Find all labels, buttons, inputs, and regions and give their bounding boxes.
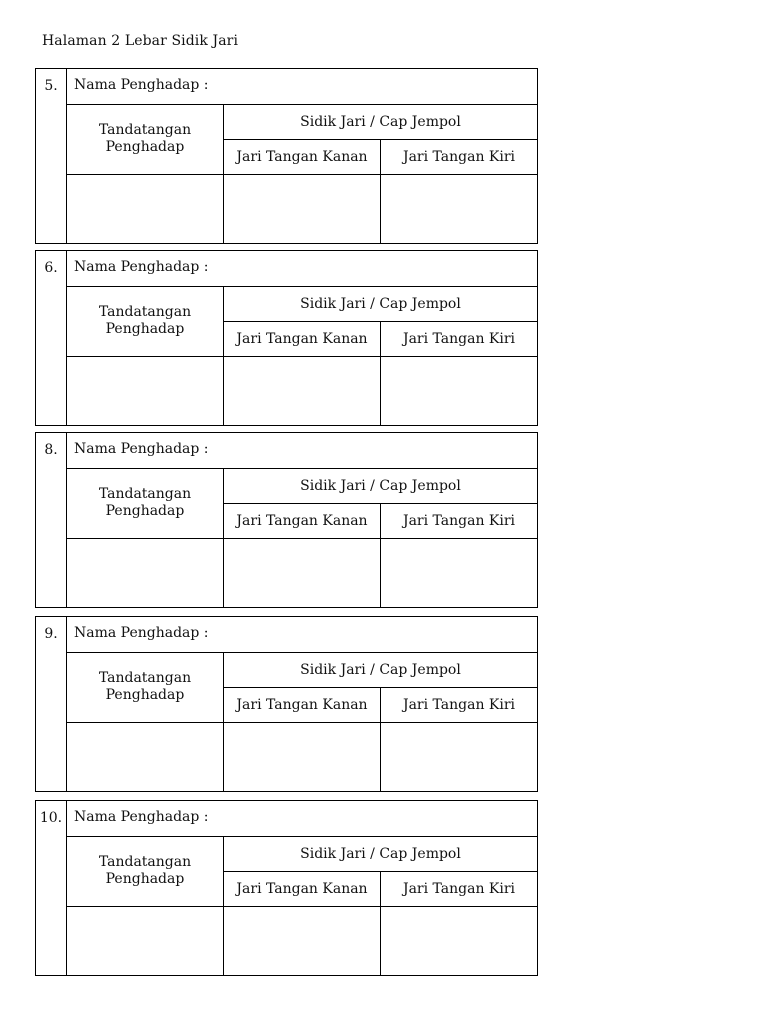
left-hand-header: Jari Tangan Kiri bbox=[381, 872, 538, 906]
name-label: Nama Penghadap : bbox=[74, 441, 209, 457]
fingerprint-table bbox=[35, 432, 538, 608]
signature-box[interactable] bbox=[67, 722, 224, 791]
left-hand-header: Jari Tangan Kiri bbox=[381, 322, 538, 356]
right-hand-print-box[interactable] bbox=[224, 356, 381, 425]
right-hand-header: Jari Tangan Kanan bbox=[224, 504, 381, 538]
fingerprint-table bbox=[35, 68, 538, 244]
entry-number: 5. bbox=[44, 78, 58, 94]
name-label: Nama Penghadap : bbox=[74, 77, 209, 93]
right-hand-header: Jari Tangan Kanan bbox=[224, 140, 381, 174]
left-hand-print-box[interactable] bbox=[381, 722, 538, 791]
fingerprint-form-block bbox=[35, 800, 538, 976]
left-hand-header: Jari Tangan Kiri bbox=[381, 504, 538, 538]
signature-header bbox=[67, 469, 224, 538]
left-hand-print-box[interactable] bbox=[381, 174, 538, 243]
left-hand-header: Jari Tangan Kiri bbox=[381, 140, 538, 174]
right-hand-header: Jari Tangan Kanan bbox=[224, 322, 381, 356]
name-field[interactable] bbox=[67, 801, 538, 837]
signature-header bbox=[67, 287, 224, 356]
fingerprint-table bbox=[35, 616, 538, 792]
right-hand-print-box[interactable] bbox=[224, 906, 381, 975]
right-hand-print-box[interactable] bbox=[224, 722, 381, 791]
right-hand-header: Jari Tangan Kanan bbox=[224, 872, 381, 906]
fingerprint-form-block bbox=[35, 68, 538, 244]
left-hand-header: Jari Tangan Kiri bbox=[381, 688, 538, 722]
entry-number: 8. bbox=[44, 442, 58, 458]
signature-label-line2: Penghadap bbox=[105, 503, 185, 520]
left-hand-print-box[interactable] bbox=[381, 906, 538, 975]
entry-number: 10. bbox=[39, 810, 63, 826]
name-field[interactable] bbox=[67, 251, 538, 287]
page-title: Halaman 2 Lebar Sidik Jari bbox=[42, 33, 239, 49]
signature-header bbox=[67, 837, 224, 906]
fingerprint-header: Sidik Jari / Cap Jempol bbox=[224, 837, 538, 872]
fingerprint-header: Sidik Jari / Cap Jempol bbox=[224, 287, 538, 322]
fingerprint-header: Sidik Jari / Cap Jempol bbox=[224, 105, 538, 140]
signature-label-line1: Tandatangan bbox=[98, 670, 192, 687]
fingerprint-form-block bbox=[35, 616, 538, 792]
fingerprint-table bbox=[35, 800, 538, 976]
signature-header bbox=[67, 653, 224, 722]
left-hand-print-box[interactable] bbox=[381, 356, 538, 425]
name-field[interactable] bbox=[67, 69, 538, 105]
entry-number-cell bbox=[36, 801, 67, 976]
signature-label-line2: Penghadap bbox=[105, 139, 185, 156]
right-hand-print-box[interactable] bbox=[224, 538, 381, 607]
entry-number-cell bbox=[36, 251, 67, 426]
name-label: Nama Penghadap : bbox=[74, 259, 209, 275]
signature-box[interactable] bbox=[67, 356, 224, 425]
fingerprint-table bbox=[35, 250, 538, 426]
name-label: Nama Penghadap : bbox=[74, 809, 209, 825]
name-label: Nama Penghadap : bbox=[74, 625, 209, 641]
signature-box[interactable] bbox=[67, 174, 224, 243]
fingerprint-header: Sidik Jari / Cap Jempol bbox=[224, 653, 538, 688]
left-hand-print-box[interactable] bbox=[381, 538, 538, 607]
signature-label-line2: Penghadap bbox=[105, 687, 185, 704]
signature-label-line2: Penghadap bbox=[105, 321, 185, 338]
signature-label-line1: Tandatangan bbox=[98, 304, 192, 321]
right-hand-print-box[interactable] bbox=[224, 174, 381, 243]
signature-box[interactable] bbox=[67, 538, 224, 607]
entry-number-cell bbox=[36, 617, 67, 792]
signature-label-line1: Tandatangan bbox=[98, 854, 192, 871]
signature-label-line1: Tandatangan bbox=[98, 122, 192, 139]
fingerprint-form-block bbox=[35, 432, 538, 608]
signature-label-line2: Penghadap bbox=[105, 871, 185, 888]
signature-box[interactable] bbox=[67, 906, 224, 975]
signature-header bbox=[67, 105, 224, 174]
fingerprint-form-block bbox=[35, 250, 538, 426]
name-field[interactable] bbox=[67, 433, 538, 469]
entry-number: 9. bbox=[44, 626, 58, 642]
fingerprint-header: Sidik Jari / Cap Jempol bbox=[224, 469, 538, 504]
name-field[interactable] bbox=[67, 617, 538, 653]
right-hand-header: Jari Tangan Kanan bbox=[224, 688, 381, 722]
entry-number-cell bbox=[36, 433, 67, 608]
signature-label-line1: Tandatangan bbox=[98, 486, 192, 503]
entry-number: 6. bbox=[44, 260, 58, 276]
entry-number-cell bbox=[36, 69, 67, 244]
